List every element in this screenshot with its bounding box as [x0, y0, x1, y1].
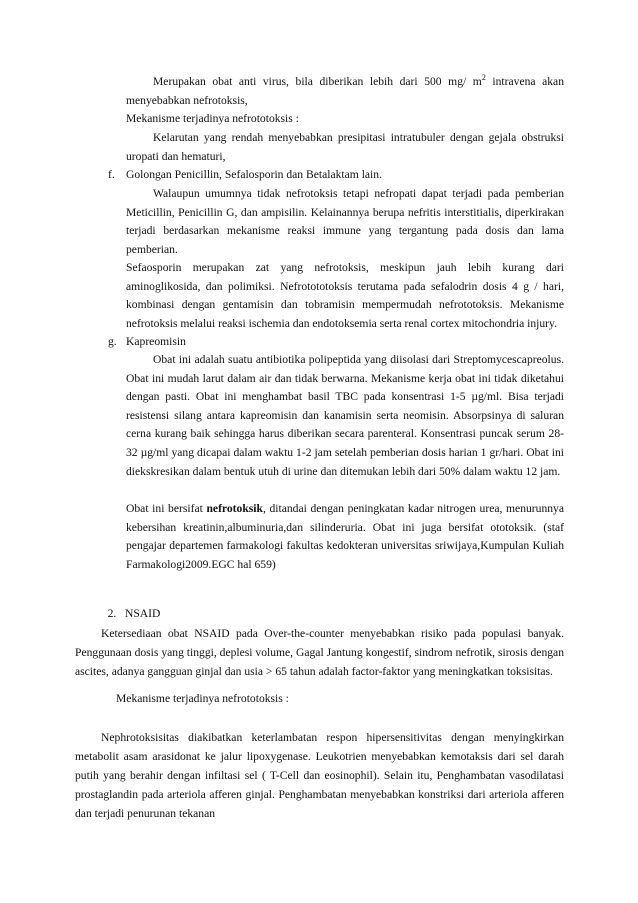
nsaid-paragraph-2	[75, 728, 564, 823]
section-2-heading-text: 2. NSAID	[107, 606, 161, 620]
intro-superscript: 2	[481, 73, 486, 83]
nsaid-paragraph-1	[75, 624, 564, 681]
mechanism-text: Kelarutan yang rendah menyebabkan presipitasi intratubuler dengan gejala obstruksi uropati dan hematuri,	[126, 131, 564, 163]
mechanism-label-1	[126, 110, 564, 129]
intro-paragraph	[126, 73, 564, 110]
item-f-paragraph-1-text: Walaupun umumnya tidak nefrotoksis tetapi nefropati dapat terjadi pada pemberian Meticillin, Penicillin G, dan ampisilin. Kelainannya berupa nefritis interstitialis, diperkirakan terjadi berdasarkan mekanisme reaksi immune yang tergantung pada dosis dan lama pemberian.	[126, 187, 564, 256]
mechanism-label-text: Mekanisme terjadinya nefrototoksis :	[126, 112, 299, 125]
item-f-paragraph-1	[126, 185, 564, 259]
mechanism-text-1	[126, 129, 564, 166]
nsaid-mechanism-label	[116, 690, 536, 709]
item-g-paragraph-1-text: Obat ini adalah suatu antibiotika polipeptida yang diisolasi dari Streptomycescapreolus. Obat ini mudah larut dalam air dan tidak berwarna. Mekanisme kerja obat ini tidak diketahui dengan pasti. Obat ini menghambat basil TBC pada konsentrasi 1-5 µg/ml. Bisa terjadi resistensi silang antara kapreomisin dan kanamisin serta neomisin. Absorpsinya di saluran cerna kurang baik sehingga harus diberikan secara parenteral. Konsentrasi puncak serum 28-32 µg/ml yang dicapai dalam waktu 1-2 jam setelah pemberian dosis harian 1 gr/hari. Obat ini diekskresikan dalam bentuk utuh di urine dan ditemukan lebih dari 50% dalam waktu 12 jam.	[126, 353, 564, 478]
item-g-title	[126, 333, 564, 352]
item-g-paragraph-2	[126, 500, 564, 574]
item-f-title-text: Golongan Penicillin, Sefalosporin dan Betalaktam lain.	[126, 168, 382, 181]
item-g-paragraph-1	[126, 351, 564, 481]
item-f-title	[126, 166, 564, 185]
nsaid-mechanism-label-text: Mekanisme terjadinya nefrototoksis :	[116, 692, 289, 705]
item-g-paragraph-2-pre: Obat ini bersifat	[126, 502, 207, 515]
item-f-paragraph-2	[126, 259, 564, 333]
item-f-paragraph-2-text: Sefaosporin merupakan zat yang nefrotoksis, meskipun jauh lebih kurang dari aminoglikosida, dan polimiksi. Nefrotototoksis terutama pada sefalodrin dosis 4 g / hari, kombinasi dengan gentamisin dan tobramisin mempermudah nefrototoksis. Mekanisme nefrotoksis melalui reaksi ischemia dan endotoksemia serta renal cortex mitochondria injury.	[126, 261, 564, 330]
nsaid-paragraph-2-text: Nephrotoksisitas diakibatkan keterlambatan respon hipersensitivitas dengan menyingkirkan metabolit asam arasidonat ke jalur lipoxygenase. Leukotrien menyebabkan kemotaksis dari sel darah putih yang berahir dengan infiltasi sel ( T-Cell dan eosinophil). Selain itu, Penghambatan vasodilatasi prostaglandin pada arteriola afferen ginjal. Penghambatan menyebabkan konstriksi dari arteriola afferen dan terjadi penurunan tekanan	[75, 731, 564, 820]
intro-text-end: intravena akan menyebabkan nefrotoksis,	[126, 75, 564, 107]
nsaid-paragraph-1-text: Ketersediaan obat NSAID pada Over-the-counter menyebabkan risiko pada populasi banyak. Penggunaan dosis yang tinggi, deplesi volume, Gagal Jantung kongestif, sindrom nefrotik, sirosis dengan ascites, adanya gangguan ginjal dan usia > 65 tahun adalah factor-faktor yang meningkatkan toksisitas.	[75, 627, 564, 678]
item-g-bold-term: nefrotoksik	[206, 502, 263, 515]
item-g-title-text: Kapreomisin	[126, 335, 186, 348]
item-g-marker: g.	[108, 335, 117, 348]
item-f-marker: f.	[108, 168, 115, 181]
item-g-paragraph-2-post: , ditandai dengan peningkatan kadar nitrogen urea, menurunnya kebersihan kreatinin,albuminuria,dan silinderuria. Obat ini juga bersifat ototoksik. (staf pengajar departemen farmakologi fakultas kedokteran universitas sriwijaya,Kumpulan Kuliah Farmakologi2009.EGC hal 659)	[126, 502, 564, 571]
intro-text: Merupakan obat anti virus, bila diberikan lebih dari 500 mg/ m	[153, 75, 482, 88]
